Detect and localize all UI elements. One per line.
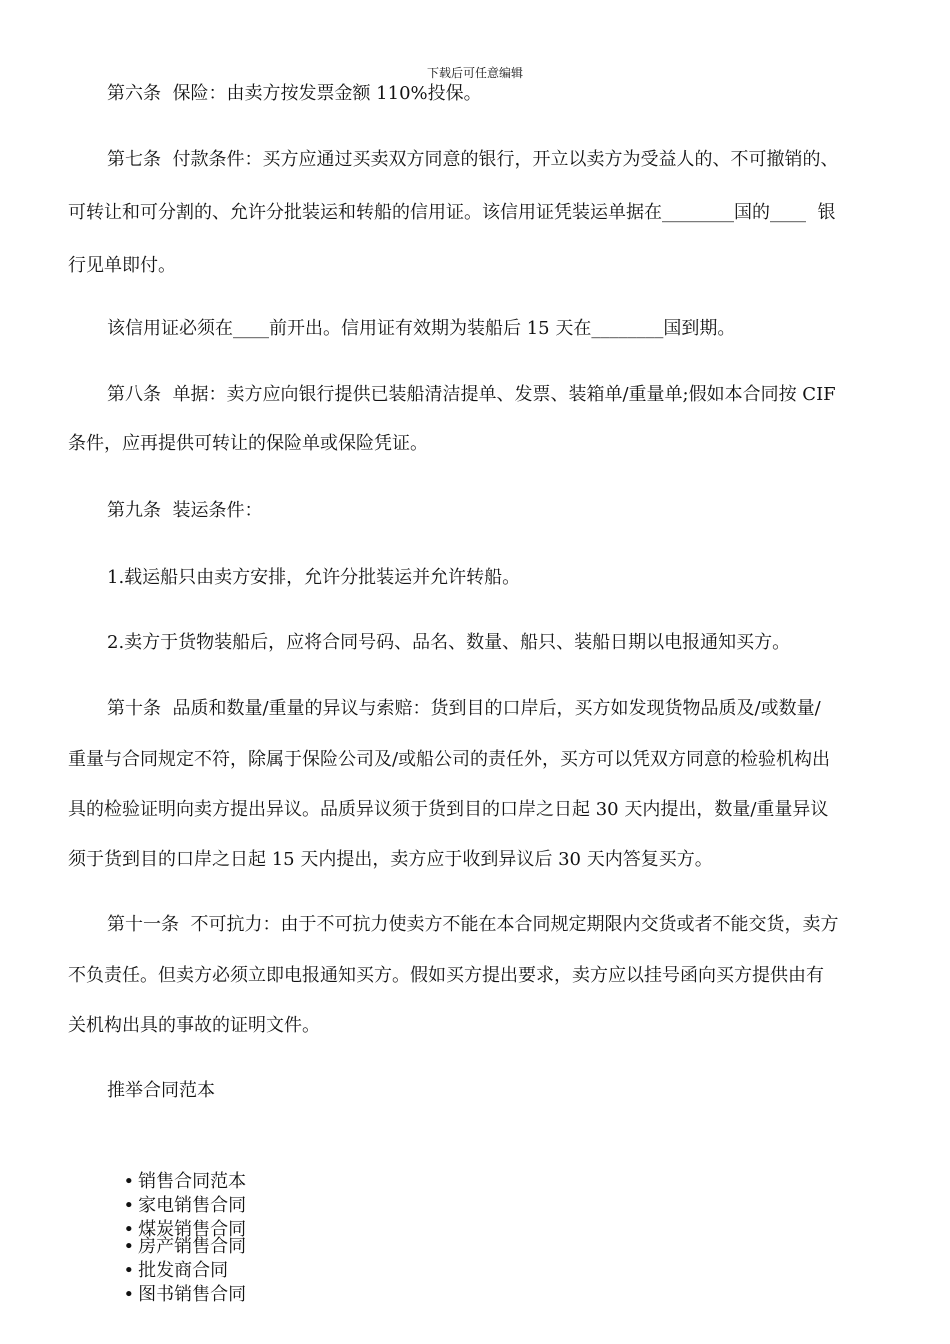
recommend-link[interactable]: • 图书销售合同 [123, 1284, 247, 1305]
credit-validity: 该信用证必须在____前开出。信用证有效期为装船后 15 天在________国到期。 [107, 318, 736, 339]
article-9-item-1: 1.载运船只由卖方安排，允许分批装运并允许转船。 [107, 567, 521, 588]
article-10-line-1: 第十条 品质和数量/重量的异议与索赔：货到目的口岸后，买方如发现货物品质及/或数量/ [107, 698, 821, 719]
article-7-line-3: 行见单即付。 [68, 255, 176, 276]
recommend-row-2 [112, 1211, 256, 1307]
article-8-line-1: 第八条 单据：卖方应向银行提供已装船清洁提单、发票、装箱单/重量单;假如本合同按 CIF [107, 384, 836, 405]
recommend-link[interactable]: • 煤炭销售合同 [123, 1219, 247, 1240]
recommend-title: 推举合同范本 [107, 1080, 215, 1101]
article-11-line-1: 第十一条 不可抗力：由于不可抗力使卖方不能在本合同规定期限内交货或者不能交货，卖方 [107, 914, 839, 935]
article-11-line-2: 不负责任。但卖方必须立即电报通知买方。假如买方提出要求，卖方应以挂号函向买方提供由有 [68, 965, 824, 986]
page-header: 下载后可任意编辑 [426, 66, 523, 80]
article-10-line-4: 须于货到目的口岸之日起 15 天内提出，卖方应于收到异议后 30 天内答复买方。 [68, 849, 713, 870]
recommend-link[interactable]: • 批发商合同 [123, 1260, 229, 1281]
article-11-line-3: 关机构出具的事故的证明文件。 [68, 1015, 320, 1036]
article-7-line-1: 第七条 付款条件：买方应通过买卖双方同意的银行，开立以卖方为受益人的、不可撤销的、 [107, 149, 839, 170]
article-10-line-3: 具的检验证明向卖方提出异议。品质异议须于货到目的口岸之日起 30 天内提出，数量/重量异议 [68, 799, 829, 820]
recommend-link[interactable]: • 房产销售合同 [123, 1236, 247, 1257]
recommend-link[interactable]: • 家电销售合同 [123, 1195, 247, 1216]
article-9-title: 第九条 装运条件： [107, 500, 263, 521]
article-8-line-2: 条件，应再提供可转让的保险单或保险凭证。 [68, 433, 428, 454]
article-10-line-2: 重量与合同规定不符，除属于保险公司及/或船公司的责任外，买方可以凭双方同意的检验机构出 [68, 749, 831, 770]
article-7-line-2: 可转让和可分割的、允许分批装运和转船的信用证。该信用证凭装运单据在________国的____ 银 [68, 202, 836, 223]
article-9-item-2: 2.卖方于货物装船后，应将合同号码、品名、数量、船只、装船日期以电报通知买方。 [107, 632, 791, 653]
article-6: 第六条 保险：由卖方按发票金额 110%投保。 [107, 83, 482, 104]
recommend-link[interactable]: • 销售合同范本 [123, 1171, 247, 1192]
